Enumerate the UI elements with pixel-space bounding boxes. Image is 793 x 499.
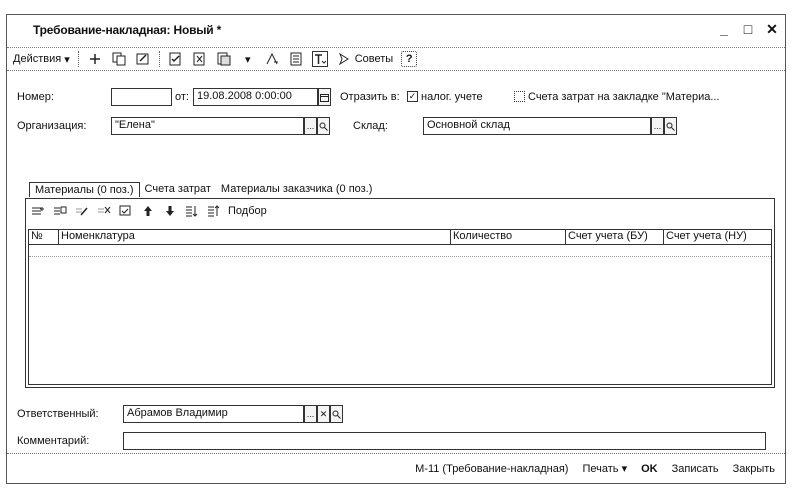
- text-mode-icon[interactable]: [312, 51, 328, 67]
- document-window: [6, 14, 786, 484]
- edit-icon[interactable]: [135, 51, 151, 67]
- tab-bar: [29, 182, 377, 197]
- table-row[interactable]: [29, 245, 771, 257]
- add-icon[interactable]: [87, 51, 103, 67]
- search-icon[interactable]: [330, 405, 343, 423]
- bottom-bar: [7, 453, 785, 483]
- maximize-button[interactable]: □: [743, 21, 753, 37]
- search-icon[interactable]: [317, 117, 330, 135]
- warehouse-select-button[interactable]: ...: [651, 117, 664, 135]
- responsible-field[interactable]: Абрамов Владимир: [123, 405, 304, 423]
- organization-label: Организация:: [17, 120, 87, 132]
- sort-desc-icon[interactable]: [206, 203, 222, 219]
- toolbar-separator: [159, 51, 160, 67]
- materials-table: [28, 229, 772, 385]
- cost-accounts-label: Счета затрат на закладке "Материа...: [528, 91, 720, 103]
- help-icon[interactable]: ?: [401, 51, 417, 67]
- column-quantity[interactable]: Количество: [451, 230, 566, 244]
- minimize-button[interactable]: _: [720, 21, 728, 37]
- cost-accounts-checkbox[interactable]: [514, 91, 525, 102]
- chevron-down-icon[interactable]: ▾: [244, 53, 251, 66]
- print-menu-button[interactable]: [582, 462, 627, 475]
- comment-label: Комментарий:: [17, 435, 90, 447]
- table-toolbar: [30, 203, 267, 219]
- search-icon[interactable]: [664, 117, 677, 135]
- column-nomenclature[interactable]: Номенклатура: [59, 230, 451, 244]
- calendar-icon[interactable]: [318, 88, 331, 106]
- window-title: Требование-накладная: Новый *: [33, 23, 222, 37]
- chevron-down-icon: ▾: [64, 53, 70, 66]
- tab-customer-materials[interactable]: Материалы заказчика (0 поз.): [220, 183, 373, 195]
- table-header: [29, 230, 771, 245]
- actions-label: Действия: [13, 53, 62, 65]
- add-row-icon[interactable]: [30, 203, 46, 219]
- chevron-down-icon: ▾: [621, 463, 628, 475]
- structure-icon[interactable]: [288, 51, 304, 67]
- clear-icon[interactable]: ✕: [317, 405, 330, 423]
- delete-row-icon[interactable]: [96, 203, 112, 219]
- tab-cost-accounts[interactable]: Счета затрат: [144, 183, 211, 195]
- date-field[interactable]: 19.08.2008 0:00:00: [193, 88, 318, 106]
- warehouse-label: Склад:: [353, 120, 388, 132]
- toolbar-separator: [78, 51, 79, 67]
- tax-accounting-checkbox[interactable]: ✓: [408, 91, 417, 101]
- close-button[interactable]: Закрыть: [732, 462, 775, 475]
- column-account-bu[interactable]: Счет учета (БУ): [566, 230, 664, 244]
- move-up-icon[interactable]: [140, 203, 156, 219]
- column-account-nu[interactable]: Счет учета (НУ): [666, 230, 747, 242]
- selection-button[interactable]: Подбор: [228, 205, 267, 217]
- tips-button[interactable]: [336, 51, 393, 67]
- number-label: Номер:: [17, 91, 54, 103]
- responsible-select-button[interactable]: ...: [304, 405, 317, 423]
- movements-icon[interactable]: [264, 51, 280, 67]
- materials-panel: [25, 198, 775, 388]
- title-bar: [7, 15, 785, 45]
- organization-select-button[interactable]: ...: [304, 117, 317, 135]
- actions-menu-button[interactable]: [13, 53, 70, 66]
- tips-label: Советы: [354, 53, 394, 65]
- close-window-button[interactable]: ✕: [766, 20, 778, 37]
- copy-row-icon[interactable]: [52, 203, 68, 219]
- number-field[interactable]: [111, 88, 172, 106]
- move-down-icon[interactable]: [162, 203, 178, 219]
- end-edit-icon[interactable]: [118, 203, 134, 219]
- based-on-icon[interactable]: [216, 51, 232, 67]
- tab-materials[interactable]: Материалы (0 поз.): [29, 182, 140, 197]
- copy-icon[interactable]: [111, 51, 127, 67]
- date-label: от:: [175, 91, 189, 103]
- ok-button[interactable]: OK: [641, 462, 658, 475]
- organization-field[interactable]: "Елена": [111, 117, 304, 135]
- comment-field[interactable]: [123, 432, 766, 450]
- warehouse-field[interactable]: Основной склад: [423, 117, 651, 135]
- reflect-label: Отразить в:: [340, 91, 400, 103]
- unpost-document-icon[interactable]: [192, 51, 208, 67]
- window-controls: [717, 21, 779, 37]
- lightbulb-icon: [336, 51, 352, 67]
- column-number[interactable]: №: [29, 230, 59, 244]
- post-document-icon[interactable]: [168, 51, 184, 67]
- print-label: Печать: [582, 463, 619, 475]
- responsible-label: Ответственный:: [17, 408, 99, 420]
- save-button[interactable]: Записать: [671, 462, 719, 475]
- tax-accounting-label: налог. учете: [421, 91, 483, 103]
- m11-print-button[interactable]: М-11 (Требование-накладная): [415, 462, 569, 475]
- sort-asc-icon[interactable]: [184, 203, 200, 219]
- main-toolbar: [7, 47, 785, 71]
- edit-row-icon[interactable]: [74, 203, 90, 219]
